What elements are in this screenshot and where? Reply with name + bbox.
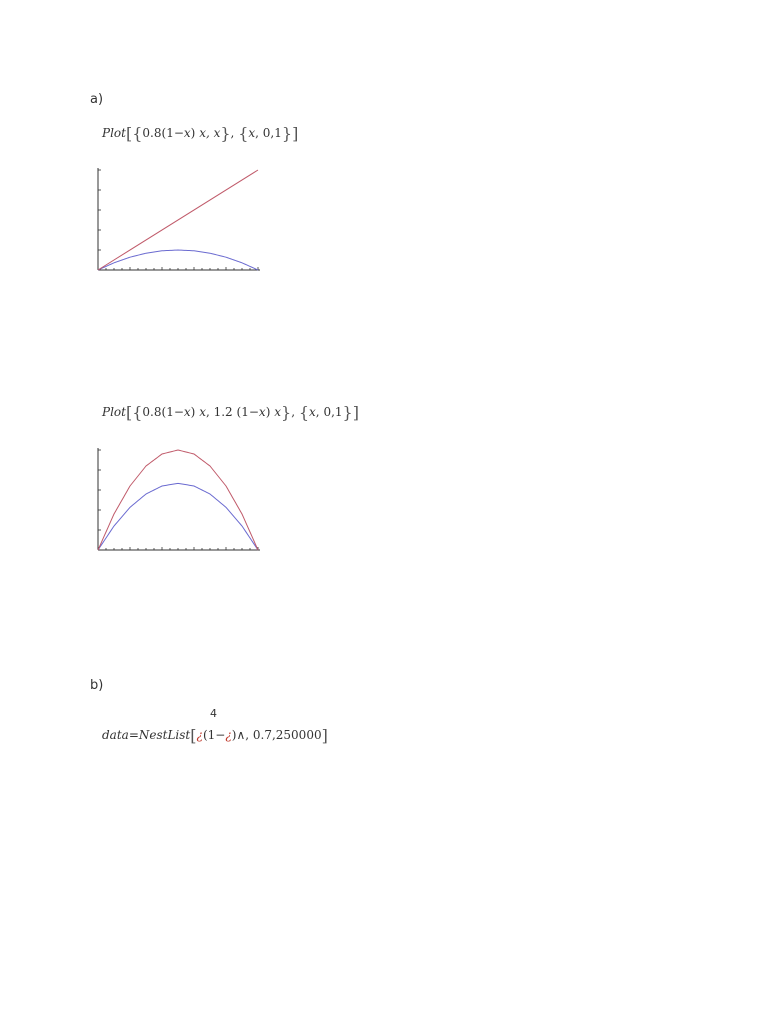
lhs: data bbox=[102, 728, 129, 742]
brace: } bbox=[220, 124, 231, 143]
section-b-label: b) bbox=[90, 678, 104, 693]
range-vals: 0,1 bbox=[262, 126, 282, 140]
function-name: Plot bbox=[102, 126, 126, 140]
bracket: ] bbox=[292, 124, 299, 143]
paren: ) bbox=[190, 405, 196, 419]
plot-command-2[interactable]: Plot[{0.8(1−x) x, 1.2 (1−x) x}, {x, 0,1}] bbox=[102, 403, 359, 422]
section-a-label: a) bbox=[90, 92, 104, 107]
bracket: [ bbox=[125, 124, 133, 143]
var: x bbox=[199, 405, 206, 419]
range-var: x bbox=[309, 405, 316, 419]
range-var: x bbox=[248, 126, 256, 140]
minus: − bbox=[215, 728, 226, 742]
bracket: ] bbox=[321, 726, 328, 745]
symbol: ¿ bbox=[225, 728, 232, 742]
args: , 0.7,250000 bbox=[245, 728, 322, 742]
brace: } bbox=[281, 124, 293, 143]
function-name: Plot bbox=[102, 405, 126, 419]
paren: ) bbox=[265, 405, 271, 419]
series-line-2 bbox=[98, 450, 258, 550]
var: x bbox=[183, 126, 191, 140]
var: x bbox=[258, 405, 266, 419]
bracket: [ bbox=[190, 726, 197, 745]
equals: = bbox=[128, 728, 139, 742]
coef: 0.8 bbox=[142, 126, 162, 140]
series-line-1 bbox=[98, 250, 258, 270]
brace: { bbox=[132, 403, 143, 422]
paren: ( bbox=[161, 405, 167, 419]
brace: } bbox=[281, 403, 292, 422]
paren: ) bbox=[231, 728, 237, 742]
paren: ( bbox=[161, 126, 167, 140]
plot-command-1[interactable]: Plot[{0.8(1−x) x, x}, {x, 0,1}] bbox=[102, 124, 299, 143]
wedge: ∧ bbox=[236, 728, 246, 742]
bracket: [ bbox=[125, 403, 133, 422]
bracket: ] bbox=[352, 403, 359, 422]
one: 1 bbox=[166, 126, 174, 140]
nestlist-command[interactable] bbox=[102, 726, 328, 745]
one: 1 bbox=[166, 405, 174, 419]
paren: ) bbox=[190, 126, 196, 140]
range-vals: 0,1 bbox=[323, 405, 343, 419]
brace: { bbox=[238, 124, 249, 143]
minus: − bbox=[173, 126, 184, 140]
brace: { bbox=[298, 403, 310, 422]
brace: { bbox=[132, 124, 143, 143]
superscript-four: 4 bbox=[210, 707, 217, 720]
series-line-2 bbox=[98, 170, 258, 270]
var: x bbox=[183, 405, 191, 419]
minus: − bbox=[173, 405, 184, 419]
coef: 0.8 bbox=[142, 405, 162, 419]
function-name: NestList bbox=[138, 728, 191, 742]
var: x bbox=[274, 405, 281, 419]
coef2: 1.2 bbox=[213, 405, 233, 419]
plot-1 bbox=[90, 160, 270, 280]
brace: } bbox=[342, 403, 353, 422]
series-line-1 bbox=[98, 483, 258, 550]
paren: ( bbox=[236, 405, 242, 419]
rest: x, x bbox=[199, 126, 221, 140]
one: 1 bbox=[241, 405, 249, 419]
symbol: ¿ bbox=[196, 728, 203, 742]
paren: ( bbox=[202, 728, 208, 742]
one: 1 bbox=[207, 728, 216, 742]
plot-2 bbox=[90, 440, 270, 560]
minus: − bbox=[248, 405, 259, 419]
